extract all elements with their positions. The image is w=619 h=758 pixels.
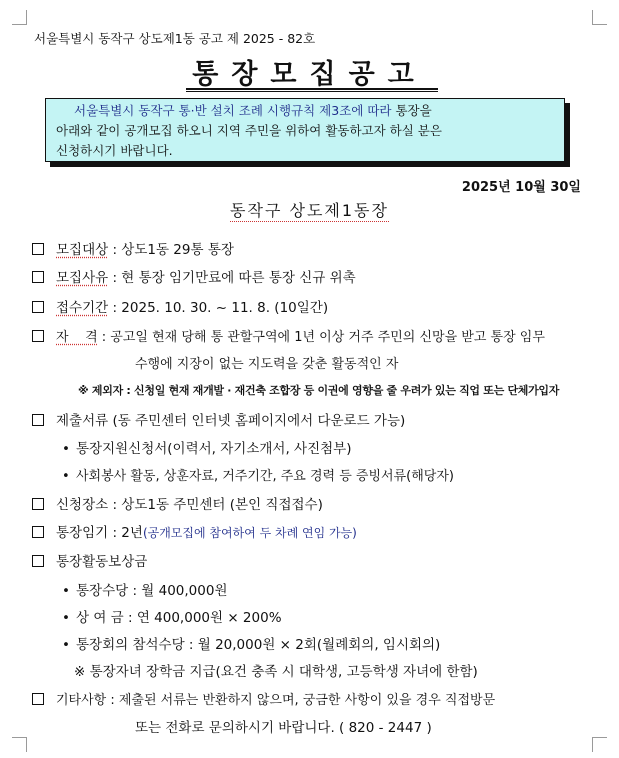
- checkbox-icon: [32, 301, 44, 313]
- checkbox-icon: [32, 555, 44, 567]
- item-term-label: 통장임기: [56, 525, 109, 541]
- page-title: 통장모집공고: [192, 59, 427, 90]
- item-documents: [32, 409, 405, 429]
- checkbox-icon: [32, 498, 44, 510]
- item-target-value: : 상도1동 29통 통장: [108, 242, 234, 258]
- compensation-note: ※ 통장자녀 장학금 지급(요건 충족 시 대학생, 고등학생 자녀에 한함): [74, 664, 478, 680]
- bullet-icon: •: [62, 637, 70, 653]
- crop-mark-bottom-left: [12, 737, 27, 752]
- item-place-value: : 상도1동 주민센터 (본인 직접접수): [108, 497, 323, 513]
- item-other: [32, 689, 495, 708]
- item-period: [32, 296, 328, 316]
- item-target: [32, 238, 234, 258]
- item-target-label: 모집대상: [56, 242, 109, 258]
- item-qualification-continuation: 수행에 지장이 없는 지도력을 갖춘 활동적인 자: [135, 357, 399, 372]
- compensation-sub-item: • 통장수당 : 월 400,000원: [62, 583, 228, 599]
- bullet-icon: •: [62, 583, 70, 599]
- item-reason-label: 모집사유: [56, 270, 109, 286]
- item-documents-value: (동 주민센터 인터넷 홈페이지에서 다운로드 가능): [108, 413, 406, 429]
- compensation-sub-item: • 상 여 금 : 연 400,000원 × 200%: [62, 610, 282, 626]
- crop-mark-top-right: [592, 10, 607, 25]
- documents-sub-item: • 사회봉사 활동, 상훈자료, 거주기간, 주요 경력 등 증빙서류(해당자): [62, 469, 454, 484]
- item-reason: [32, 266, 356, 286]
- document-number: 서울특별시 동작구 상도제1동 공고 제 2025 - 82호: [34, 31, 316, 46]
- item-qualification-label: 자 격: [56, 330, 98, 345]
- notice-line-1: [56, 101, 554, 121]
- item-term: [32, 521, 357, 541]
- checkbox-icon: [32, 243, 44, 255]
- documents-sub-item: • 통장지원신청서(이력서, 자기소개서, 사진첨부): [62, 441, 352, 457]
- title-underline: [186, 88, 438, 92]
- notice-line-1-tail: 통장을: [391, 103, 432, 118]
- bullet-icon: •: [62, 469, 70, 484]
- item-period-label: 접수기간: [56, 300, 109, 316]
- notice-date: 2025년 10월 30일: [461, 180, 581, 195]
- item-place: [32, 493, 323, 513]
- item-other-continuation: 또는 전화로 문의하시기 바랍니다. ( 820 - 2447 ): [135, 720, 432, 736]
- item-other-value: : 제출된 서류는 반환하지 않으며, 궁금한 사항이 있을 경우 직접방문: [106, 693, 496, 708]
- checkbox-icon: [32, 271, 44, 283]
- issuing-office: [0, 198, 619, 221]
- item-term-note: (공개모집에 참여하여 두 차례 연임 가능): [142, 526, 357, 540]
- crop-mark-top-left: [12, 10, 27, 25]
- notice-line-1-lead: 서울특별시 동작구 통·반 설치 조례 시행규칙 제3조에 따라: [74, 103, 392, 118]
- compensation-sub-item: • 통장회의 참석수당 : 월 20,000원 × 2회(월례회의, 임시회의): [62, 637, 441, 653]
- item-qualification: [32, 326, 545, 345]
- item-period-value: : 2025. 10. 30. ~ 11. 8. (10일간): [108, 300, 329, 316]
- checkbox-icon: [32, 330, 44, 342]
- item-reason-value: : 현 통장 임기만료에 따른 통장 신규 위촉: [108, 270, 356, 286]
- item-place-label: 신청장소: [56, 497, 109, 513]
- checkbox-icon: [32, 526, 44, 538]
- notice-line-3: 신청하시기 바랍니다.: [56, 143, 173, 158]
- crop-mark-bottom-right: [592, 737, 607, 752]
- checkbox-icon: [32, 693, 44, 705]
- item-compensation-label: 통장활동보상금: [56, 554, 148, 570]
- issuing-office-name: 동작구 상도제1동장: [230, 201, 389, 220]
- item-other-label: 기타사항: [56, 693, 107, 708]
- item-compensation: [32, 550, 147, 570]
- item-qualification-value: : 공고일 현재 당해 통 관할구역에 1년 이상 거주 주민의 신망을 받고 통장 임무: [97, 330, 545, 345]
- item-documents-label: 제출서류: [56, 413, 109, 429]
- exclusion-note: ※ 제외자 : 신청일 현재 재개발 · 재건축 조합장 등 이권에 영향을 줄 우려가 있는 직업 또는 단체가입자: [78, 384, 560, 397]
- notice-box: [45, 98, 565, 162]
- checkbox-icon: [32, 414, 44, 426]
- bullet-icon: •: [62, 441, 70, 457]
- item-term-value: : 2년: [108, 525, 143, 541]
- bullet-icon: •: [62, 610, 70, 626]
- notice-line-2: 아래와 같이 공개모집 하오니 지역 주민을 위하여 활동하고자 하실 분은: [56, 123, 442, 138]
